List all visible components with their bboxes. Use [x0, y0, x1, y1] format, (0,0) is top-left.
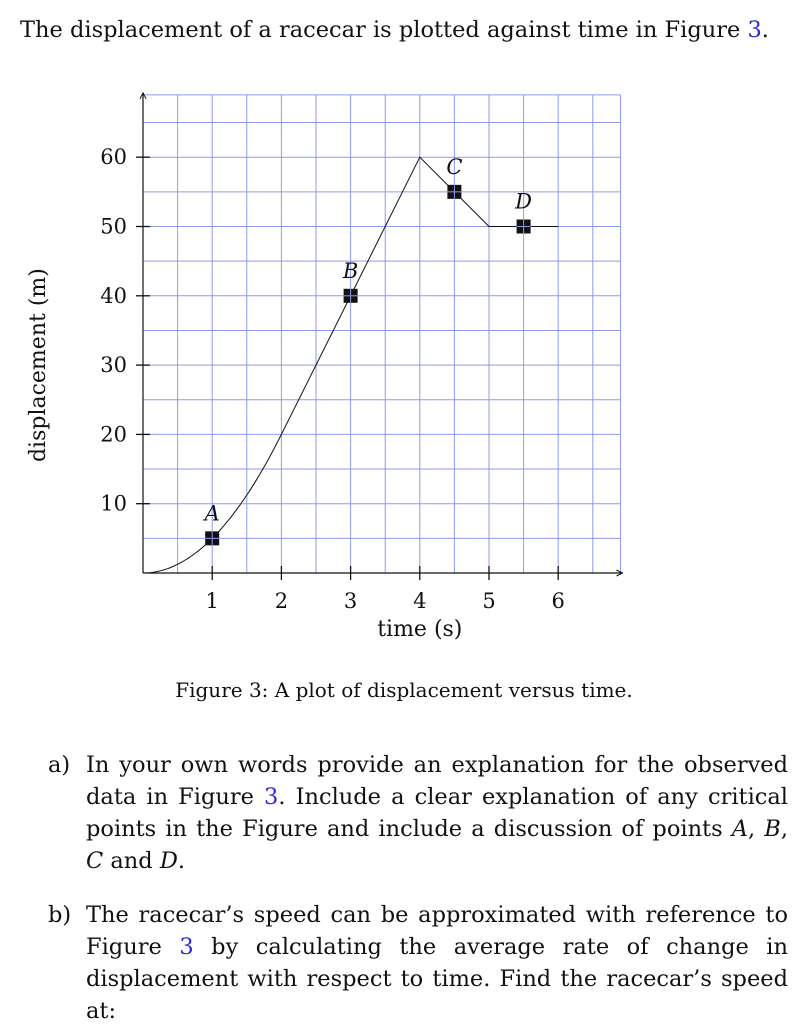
- point-d-label: D: [515, 189, 533, 214]
- point-b-label: B: [342, 258, 359, 283]
- x-axis-label: time (s): [377, 617, 463, 642]
- point-c-ref: C: [86, 848, 104, 874]
- question-b-label: b): [48, 902, 72, 928]
- y-tick-label: 20: [100, 422, 127, 447]
- point-c-label: C: [446, 154, 463, 179]
- intro-paragraph: [20, 14, 800, 46]
- intro-text: The displacement of a racecar is plotted against time in Figure: [20, 17, 748, 43]
- question-b: [48, 899, 788, 1027]
- figure-caption: Figure 3: A plot of displacement versus time.: [175, 678, 633, 702]
- x-tick-label: 2: [274, 589, 289, 613]
- question-b-text: The racecar’s speed can be approximated with reference to Figure 3 by calculating the average rate of change in displacement with respect to time. Find the racecar’s speed at:: [86, 902, 788, 1024]
- x-tick-label: 4: [413, 589, 427, 613]
- chart-ticks: [100, 145, 565, 613]
- point-b-ref: B: [764, 816, 781, 842]
- x-tick-label: 6: [551, 589, 565, 613]
- figure-reference-link[interactable]: 3: [747, 17, 762, 43]
- point-a-ref: A: [731, 816, 749, 842]
- figure-reference-link[interactable]: 3: [264, 784, 279, 810]
- y-tick-label: 30: [100, 353, 127, 378]
- y-tick-label: 50: [100, 214, 127, 239]
- x-tick-label: 5: [482, 589, 496, 613]
- displacement-time-chart: [0, 70, 808, 670]
- figure-reference-link[interactable]: 3: [179, 934, 194, 960]
- question-a-text: In your own words provide an explanation for the observed data in Figure 3. Include a clear explanation of any critical points in the Figure and include a discussion of points A, B, C and D.: [86, 752, 788, 874]
- question-a-label: a): [48, 752, 71, 778]
- x-tick-label: 1: [205, 589, 219, 613]
- intro-period: .: [761, 17, 769, 43]
- y-tick-label: 10: [100, 491, 127, 516]
- question-a: [48, 749, 788, 877]
- y-axis-label: displacement (m): [26, 268, 51, 463]
- point-a-label: A: [204, 501, 220, 526]
- y-tick-label: 40: [100, 283, 127, 308]
- x-tick-label: 3: [343, 589, 358, 613]
- y-tick-label: 60: [100, 145, 127, 170]
- point-d-ref: D: [159, 848, 178, 874]
